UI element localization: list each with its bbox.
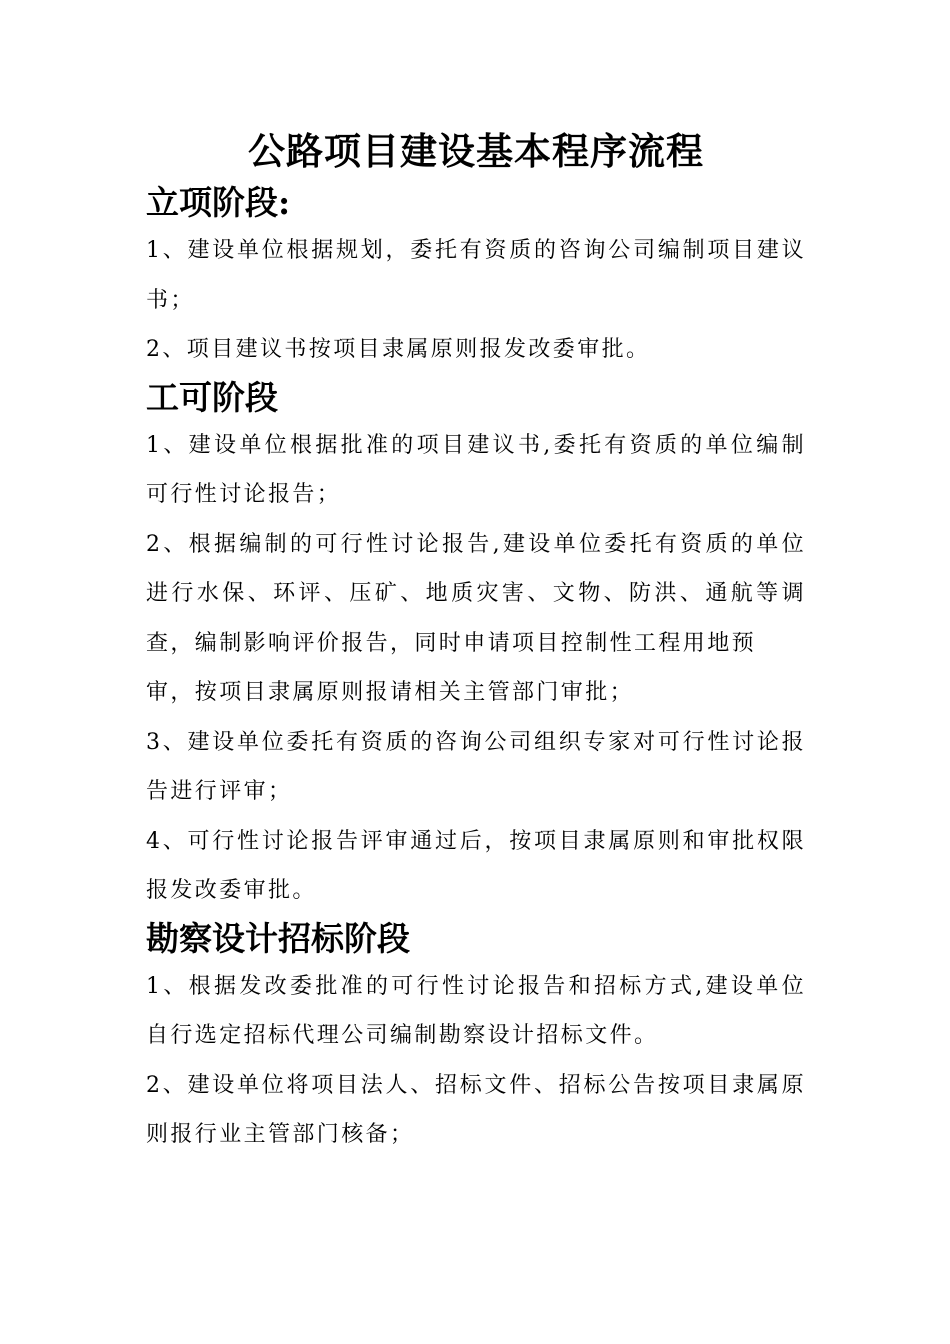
- paragraph: 1、建设单位根据规划，委托有资质的咨询公司编制项目建议书；: [146, 238, 806, 313]
- paragraph: 1、建设单位根据批准的项目建议书,委托有资质的单位编制可行性讨论报告；: [146, 432, 806, 507]
- paragraph: 审，按项目隶属原则报请相关主管部门审批；: [146, 680, 635, 705]
- paragraph: 2、建设单位将项目法人、招标文件、招标公告按项目隶属原则报行业主管部门核备；: [146, 1072, 806, 1147]
- section-heading: 立项阶段:: [146, 183, 291, 222]
- document-page: [146, 126, 806, 1160]
- section-heading: 工可阶段: [146, 377, 278, 417]
- section-project-approval: [146, 180, 806, 375]
- paragraph: 3、建设单位委托有资质的咨询公司组织专家对可行性讨论报告进行评审；: [146, 729, 806, 804]
- paragraph: 2、项目建议书按项目隶属原则报发改委审批。: [146, 337, 651, 362]
- section-feasibility: [146, 375, 806, 916]
- section-survey-design-tender: [146, 916, 806, 1160]
- paragraph: 4、可行性讨论报告评审通过后，按项目隶属原则和审批权限报发改委审批。: [146, 828, 806, 903]
- paragraph: 1、根据发改委批准的可行性讨论报告和招标方式,建设单位自行选定招标代理公司编制勘察设计招标文件。: [146, 973, 806, 1048]
- document-title: 公路项目建设基本程序流程: [248, 129, 704, 173]
- paragraph: 2、根据编制的可行性讨论报告,建设单位委托有资质的单位进行水保、环评、压矿、地质灾害、文物、防洪、通航等调查，编制影响评价报告，同时申请项目控制性工程用地预: [146, 531, 806, 656]
- section-heading: 勘察设计招标阶段: [146, 918, 410, 958]
